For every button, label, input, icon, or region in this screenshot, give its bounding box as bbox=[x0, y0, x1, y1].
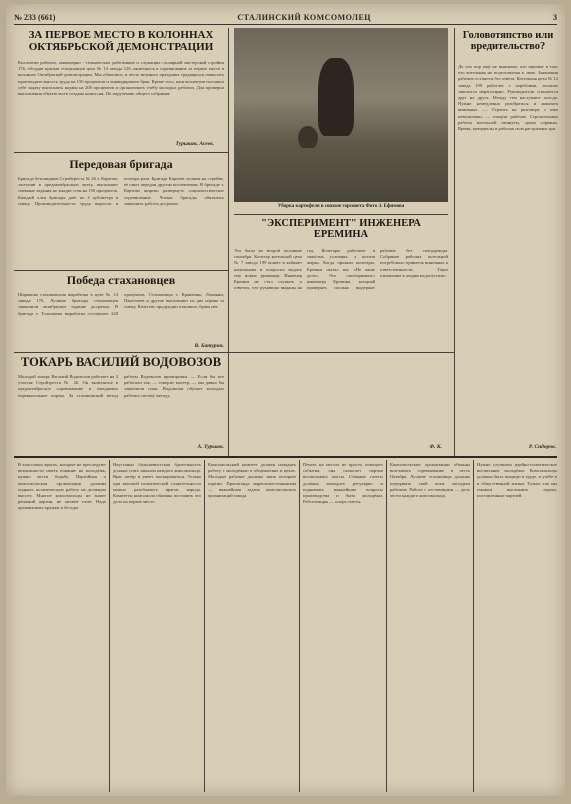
bottom-column-2: Неустанно большевистская бдительность должна стать законом каждого комсомольца. Враг хитёр и умеет маскироваться. Только при высокой политической сознательности можно разоблачить врагов народа. Комитеты комсомола обязаны поставить это дело на первое место. bbox=[113, 462, 201, 505]
bottom-column-6: Нужно улучшить идейно-политическое воспитание молодёжи. Комсомольцы должны быть впереди в труде, в учёбе и в общественной жизни. Только так мы сможем выполнить задачи, поставленные партией. bbox=[477, 462, 557, 499]
article-front-brigade-text: Бригада бетонщиков Стройтреста № 26 т. Картова, заступив в предоктябрьскую вахту, выполняет сменные задания по кладке стен на 150 процентов. Каждый член бригады даёт по 4 кубометра в смену. Производительность труда выросла в полтора раза. Бригада Картова лучшая на стройке, её опыт передан другим коллективам. В бригаде т. Картова широко развернуто социалистическое соревнование. Члены бригады обязались закончить работы досрочно. bbox=[18, 176, 224, 206]
signature-stakhanov: В. Батурин. bbox=[194, 343, 224, 349]
bottom-column-4: Печать на местах не просто освещает события, она помогает партии воспитывать массы. Стенные газеты должны выходить регулярно и поднимать важнейшие вопросы производства и быта молодёжи. Рабселькоры — опора газеты. bbox=[303, 462, 383, 505]
column-rule bbox=[299, 460, 300, 792]
headline-stakhanov-victory: Победа стахановцев bbox=[66, 273, 176, 287]
article-experiment-text: Это было во второй половине сентября. Кочегар котельной цеха № 7 завода 199 вошёл в кабинет начальника и попросил выдать ему новые рукавицы. Инженер Еремин не стал слушать и ответил, что рукавицы выданы на год. Кочегары работают в тяжёлых условиях, у котлов жарко. Когда пришли кочегары, Еремин сказал им: «Не ваше дело». Это «эксперимент» инженера Еремина, который проверяет, сколько выдержат рабочие без спецодежды. Собрание рабочих котельной потребовало привлечь виновных к ответственности. Такое отношение к людям недопустимо. bbox=[234, 248, 448, 291]
section-rule bbox=[14, 270, 228, 271]
harvest-photo bbox=[234, 28, 448, 202]
column-rule bbox=[228, 28, 229, 456]
headline-experiment: "ЭКСПЕРИМЕНТ" ИНЖЕНЕРА ЕРЕМИНА bbox=[261, 218, 421, 241]
bottom-column-3: Комсомольский комитет должен наладить работу с молодёжью в общежитиях и цехах. Молодые рабочие должны знать историю партии. Пропаганда марксизма-ленинизма — важнейшая задача комсомольских организаций завода. bbox=[208, 462, 296, 499]
headline-turner: ТОКАРЬ ВАСИЛИЙ ВОДОВОЗОВ bbox=[20, 355, 222, 369]
column-rule bbox=[204, 460, 205, 792]
signature-experiment: Ф. К. bbox=[429, 444, 442, 450]
headline-negligence: Головотяпство или вредительство? bbox=[462, 30, 554, 53]
photo-caption: Уборка картофеля в совхозе горсовета Фото З. Ефимова bbox=[277, 204, 405, 209]
bottom-column-1: В классовых врагах, которые не преследуют возможности иметь влияние на молодёжь, нужно вести борьбу. Партийная и комсомольская организации должны поднять политическую работу на должную высоту. Многие комсомольцы не знают решений партии, не читают газет. Надо организовать кружки и беседы. bbox=[18, 462, 106, 511]
column-rule bbox=[454, 28, 455, 456]
bottom-column-5: Комсомольские организации обязаны возглавить соревнование в честь Октября. Лучшие стахановцы должны передавать свой опыт молодым рабочим. Работа с отстающими — дело чести каждого комсомольца. bbox=[390, 462, 470, 499]
issue-number: № 233 (661) bbox=[14, 12, 56, 22]
signature-negligence: Р. Сидоров. bbox=[528, 444, 556, 450]
headline-first-place: ЗА ПЕРВОЕ МЕСТО В КОЛОННАХ ОКТЯБРЬСКОЙ ДЕМОНСТРАЦИИ bbox=[28, 29, 214, 53]
column-rule bbox=[386, 460, 387, 792]
section-rule bbox=[14, 152, 228, 153]
page-number: 3 bbox=[552, 12, 557, 22]
article-first-place-text: Коллектив рабочих, инженерно - технических работников и служащих столярной мастерской стройки 176, обсудив призыв стахановцев цеха № 14 завода 126, включился в соревнование за первое место в колоннах Октябрьской демонстрации. Мы обязались, в честь великого праздника трудящихся повысить производительность труда на 150 процентов и ликвидировать брак. Кроме того, наш коллектив поставил себе задачу выполнять нормы на 200 процентов и организовать учёбу молодых рабочих. Для проверки выполнения обязательств создана комиссия. По поручению общего собрания: bbox=[18, 60, 224, 97]
article-turner-text: Молодой токарь Василий Водовозов работает на 3 участке Стройтреста № 26. Он включился в предоктябрьское соревнование и ежедневно перевыполняет нормы. За стахановский метод работы Водовозов премирован. — Если бы все работали так, — говорит мастер, — мы давно бы закончили план. Водовозов обучает молодых рабочих своему методу. bbox=[18, 374, 224, 398]
newspaper-page bbox=[6, 4, 565, 796]
signature-turner: А. Турьков. bbox=[197, 444, 224, 450]
article-negligence-text: До сих пор ещё не выяснено, кто виноват в том, что котельная не подготовлена к зиме. Заявления рабочих остаются без ответа. Котельная цеха № 12 завода 199 работает с перебоями, топливо завозится нерегулярно. Руководители ссылаются друг на друга. Между тем наступают холода. Нужно немедленно разобраться и наказать виновных. — Строить на разговоре с ним невозможно, — говорят рабочие. Строительные работы котельной затянуты, сроки сорваны. Время, материалы и рабочая сила растрачены зря. bbox=[458, 64, 558, 132]
paper-name: СТАЛИНСКИЙ КОМСОМОЛЕЦ bbox=[237, 12, 372, 22]
article-stakhanov-text: Шарикова стахановская выработка в цехе № 14 завода 176. Лучшие бригады стахановцев закончили октябрьское задание досрочно. В бригаде т. Толшакова выработка составляет 220 процентов. Стахановцы т. Крашенко, Ломакин, Пантелеев и другие выполняют по две нормы за смену. Качество продукции отличное, брака нет. bbox=[18, 292, 224, 316]
column-rule bbox=[109, 460, 110, 792]
masthead bbox=[14, 10, 557, 25]
section-rule bbox=[14, 456, 557, 458]
section-rule bbox=[234, 214, 448, 215]
headline-front-brigade: Передовая бригада bbox=[69, 157, 173, 171]
signature-first-place: Турыкин, Асеев. bbox=[175, 141, 214, 147]
column-rule bbox=[473, 460, 474, 792]
